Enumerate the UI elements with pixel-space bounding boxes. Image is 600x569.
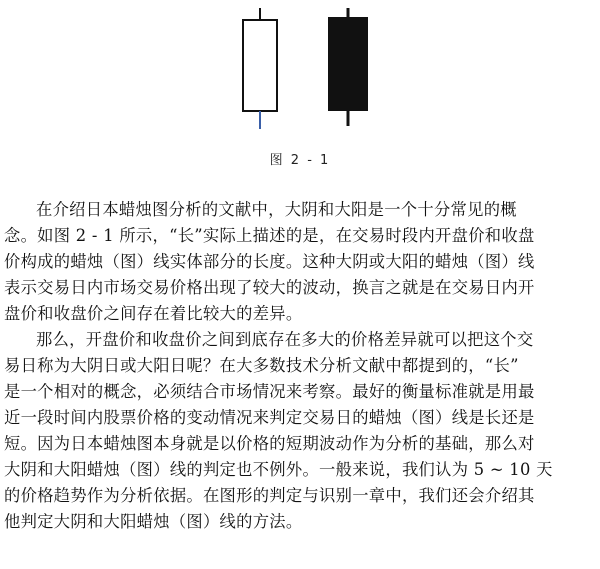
text-line: 那么，开盘价和收盘价之间到底存在多大的价格差异就可以把这个交 — [36, 330, 534, 349]
body-text — [4, 197, 598, 535]
text-line: 盘价和收盘价之间存在着比较大的差异。 — [4, 304, 303, 323]
filled-candle-body — [329, 18, 367, 110]
text-line: 短。因为日本蜡烛图本身就是以价格的短期波动作为分析的基础，那么对 — [4, 434, 535, 453]
paragraph-1 — [4, 197, 598, 327]
text-line: 价构成的蜡烛（图）线实体部分的长度。这种大阴或大阳的蜡烛（图）线 — [4, 252, 535, 271]
text-line: 大阴和大阳蜡烛（图）线的判定也不例外。一般来说，我们认为 5 ~ 10 天 — [4, 460, 553, 479]
figure-caption: 图 2 - 1 — [269, 153, 331, 168]
candlestick-figure — [0, 0, 600, 180]
hollow-candle-body — [243, 20, 277, 111]
text-line: 是一个相对的概念，必须结合市场情况来考察。最好的衡量标准就是用最 — [4, 382, 535, 401]
text-line: 近一段时间内股票价格的变动情况来判定交易日的蜡烛（图）线是长还是 — [4, 408, 535, 427]
paragraph-2 — [4, 327, 598, 535]
text-line: 在介绍日本蜡烛图分析的文献中，大阴和大阳是一个十分常见的概 — [36, 200, 517, 219]
text-line: 念。如图 2 - 1 所示，“长”实际上描述的是，在交易时段内开盘价和收盘 — [4, 226, 535, 245]
text-line: 他判定大阴和大阳蜡烛（图）线的方法。 — [4, 512, 303, 531]
text-line: 的价格趋势作为分析依据。在图形的判定与识别一章中，我们还会介绍其 — [4, 486, 535, 505]
text-line: 易日称为大阴日或大阳日呢？在大多数技术分析文献中都提到的，“长” — [4, 356, 519, 375]
text-line: 表示交易日内市场交易价格出现了较大的波动，换言之就是在交易日内开 — [4, 278, 535, 297]
